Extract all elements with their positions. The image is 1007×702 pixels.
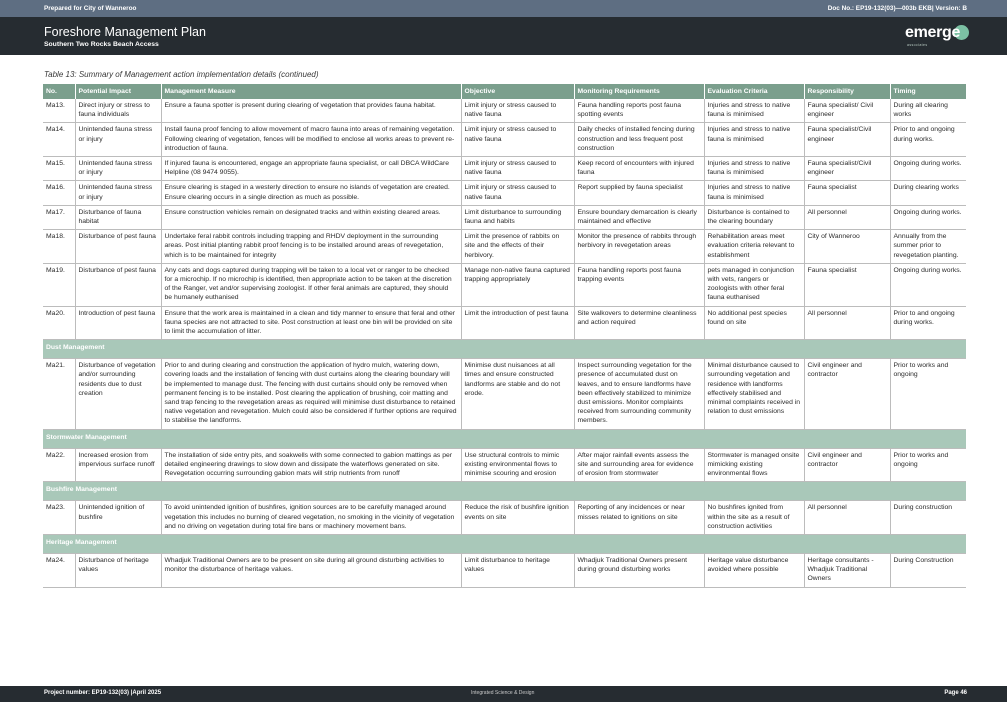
table-cell: Ma13. [43,99,75,123]
column-header: Management Measure [161,84,461,99]
table-cell: pets managed in conjunction with vets, rangers or zoologists with other feral fauna euthanised [704,263,804,306]
section-label: Stormwater Management [43,429,966,448]
table-cell: Unintended ignition of bushfire [75,501,161,535]
table-cell: Disturbance of pest fauna [75,263,161,306]
table-cell: Disturbance of pest fauna [75,230,161,264]
emerge-logo [905,24,967,48]
table-cell: Minimise dust nuisances at all times and ensure constructed landforms are stable and do not erode. [461,359,574,429]
table-cell: Ma17. [43,205,75,229]
table-cell: Unintended fauna stress or injury [75,123,161,157]
table-cell: Install fauna proof fencing to allow movement of macro fauna into areas of remaining vegetation. Following clearing of vegetation, fences will be modified to enclose all works areas to prevent re-introduction of fauna. [161,123,461,157]
document-header [0,17,1007,55]
table-cell: Rehabilitation areas meet evaluation criteria relevant to establishment [704,230,804,264]
table-cell: Prior to and ongoing during works. [890,123,966,157]
table-cell: Limit disturbance to heritage values [461,553,574,587]
table-row [43,359,966,429]
table-cell: Unintended fauna stress or injury [75,157,161,181]
table-caption: Table 13: Summary of Management action implementation details (continued) [44,70,319,79]
table-cell: Disturbance of heritage values [75,553,161,587]
document-top-bar [0,0,1007,17]
table-cell: Limit injury or stress caused to native fauna [461,157,574,181]
table-cell: Daily checks of installed fencing during construction and less frequent post construction [574,123,704,157]
table-cell: Ensure boundary demarcation is clearly maintained and effective [574,205,704,229]
table-cell: Use structural controls to mimic existing environmental flows to minimise scouring and erosion [461,448,574,482]
document-title: Foreshore Management Plan [44,25,206,39]
table-cell: To avoid unintended ignition of bushfires, ignition sources are to be carefully managed around vegetation this includes no burning of cleared vegetation, no smoking in the vicinity of vegetation and no driving on vegetation during total fire bans or machinery movement bans. [161,501,461,535]
table-header-row [43,84,966,99]
table-cell: Limit disturbance to surrounding fauna and habits [461,205,574,229]
table-cell: Ensure a fauna spotter is present during clearing of vegetation that provides fauna habitat. [161,99,461,123]
section-label: Heritage Management [43,534,966,553]
table-row [43,263,966,306]
table-cell: Injuries and stress to native fauna is minimised [704,157,804,181]
table-cell: During clearing works [890,181,966,205]
logo-wordmark: emerge [905,24,961,41]
project-number-label: Project number: EP19-132(03) |April 2025 [44,690,162,696]
table-cell: Ongoing during works. [890,205,966,229]
table-cell: Fauna handling reports post fauna trapping events [574,263,704,306]
document-subtitle: Southern Two Rocks Beach Access [44,41,159,48]
table-cell: Reduce the risk of bushfire ignition events on site [461,501,574,535]
table-row [43,157,966,181]
column-header: Timing [890,84,966,99]
column-header: Monitoring Requirements [574,84,704,99]
table-cell: Injuries and stress to native fauna is minimised [704,181,804,205]
column-header: Responsibility [804,84,890,99]
table-cell: No bushfires ignited from within the site as a result of construction activities [704,501,804,535]
table-body [43,99,966,587]
footer-tagline: Integrated Science & Design [471,690,535,696]
table-cell: Report supplied by fauna specialist [574,181,704,205]
table-cell: During all clearing works [890,99,966,123]
table-cell: Whadjuk Traditional Owners present during ground disturbing works [574,553,704,587]
management-actions-table [43,84,966,588]
table-cell: Site walkovers to determine cleanliness and action required [574,306,704,340]
table-cell: Ma14. [43,123,75,157]
table-cell: Prior to works and ongoing [890,359,966,429]
table-cell: Fauna handling reports post fauna spotting events [574,99,704,123]
table-cell: Prior to and ongoing during works. [890,306,966,340]
table-cell: Unintended fauna stress or injury [75,181,161,205]
table-cell: Prior to works and ongoing [890,448,966,482]
table-cell: The installation of side entry pits, and soakwells with some connected to gabion mattings as per detailed engineering drawings to slow down and dissipate the waterflows generated on site. Revegetation occurring surrounding gabion mats will strip nutrients from runoff [161,448,461,482]
table-cell: Ongoing during works. [890,157,966,181]
table-row [43,99,966,123]
table-row [43,205,966,229]
table-cell: Ma15. [43,157,75,181]
table-cell: During construction [890,501,966,535]
column-header: Evaluation Criteria [704,84,804,99]
table-cell: All personnel [804,205,890,229]
section-label: Bushfire Management [43,482,966,501]
table-row [43,123,966,157]
table-cell: Undertake feral rabbit controls including trapping and RHDV deployment in the surrounding areas. Post initial planting rabbit proof fencing is to be installed around areas of revegetation, which is to be maintained for integrity [161,230,461,264]
table-cell: Increased erosion from impervious surface runoff [75,448,161,482]
table-cell: Civil engineer and contractor [804,359,890,429]
table-cell: All personnel [804,306,890,340]
table-cell: Ma24. [43,553,75,587]
table-cell: Fauna specialist [804,181,890,205]
table-cell: Limit injury or stress caused to native fauna [461,123,574,157]
prepared-for-label: Prepared for City of Wanneroo [44,5,137,12]
table-cell: Any cats and dogs captured during trapping will be taken to a local vet or ranger to be checked for a microchip. If no microchip is identified, then appropriate action to be taken at the discretion of the Ranger, vet and/or supervising zoologist. If other feral animals are captured, they should be humanely euthanised [161,263,461,306]
table-cell: Limit the presence of rabbits on site and the effects of their herbivory. [461,230,574,264]
logo-tagline: associates [907,43,928,47]
table-row [43,448,966,482]
table-cell: Fauna specialist/Civil engineer [804,123,890,157]
table-cell: Injuries and stress to native fauna is minimised [704,123,804,157]
table-cell: Keep record of encounters with injured fauna [574,157,704,181]
table-row [43,553,966,587]
table-cell: Ensure clearing is staged in a westerly direction to ensure no islands of vegetation are created. Ensure clearing occurs in a single direction as much as possible. [161,181,461,205]
table-cell: Injuries and stress to native fauna is minimised [704,99,804,123]
table-cell: Heritage consultants - Whadjuk Traditional Owners [804,553,890,587]
table-cell: Ma21. [43,359,75,429]
table-cell: Prior to and during clearing and construction the application of hydro mulch, watering down, covering loads and the installation of fencing with dust curtains along the clearing boundary will be implemented to manage dust. The fencing with dust curtains should only be removed when permanent fencing is to be installed. Post clearing the application of brushing, coir matting and sand trap fencing to the revegetation areas as required will minimise dust disturbance to retained native vegetation and revegetation. Mulch could also be considered if further options are required to stabilise the landforms. [161,359,461,429]
table-cell: Limit injury or stress caused to native fauna [461,181,574,205]
table-cell: Disturbance is contained to the clearing boundary [704,205,804,229]
document-footer [0,686,1007,702]
table-cell: During Construction [890,553,966,587]
table-cell: Introduction of pest fauna [75,306,161,340]
section-row [43,534,966,553]
doc-number-label: Doc No.: EP19-132(03)—003b EKB| Version: B [827,5,967,12]
table-cell: Civil engineer and contractor [804,448,890,482]
table-cell: Fauna specialist [804,263,890,306]
table-row [43,306,966,340]
table-cell: Ongoing during works. [890,263,966,306]
table-cell: All personnel [804,501,890,535]
section-row [43,340,966,359]
table-cell: Monitor the presence of rabbits through herbivory in revegetation areas [574,230,704,264]
table-row [43,181,966,205]
table-cell: Minimal disturbance caused to surrounding vegetation and residence with landforms effectively stabilised and minimal complaints received in relation to dust emissions [704,359,804,429]
table-row [43,501,966,535]
table-cell: Limit the introduction of pest fauna [461,306,574,340]
table-cell: Ensure that the work area is maintained in a clean and tidy manner to ensure that feral and other fauna species are not attracted to site. Post construction at least one bin will be provided on site to limit the accumulation of litter. [161,306,461,340]
column-header: Potential Impact [75,84,161,99]
table-cell: Whadjuk Traditional Owners are to be present on site during all ground disturbing activities to monitor the disturbance of heritage values. [161,553,461,587]
table-cell: Ma20. [43,306,75,340]
table-cell: Limit injury or stress caused to native fauna [461,99,574,123]
table-cell: City of Wanneroo [804,230,890,264]
section-label: Dust Management [43,340,966,359]
table-cell: Stormwater is managed onsite mimicking existing environmental flows [704,448,804,482]
table-cell: Heritage value disturbance avoided where possible [704,553,804,587]
table-cell: No additional pest species found on site [704,306,804,340]
table-cell: Fauna specialist/ Civil engineer [804,99,890,123]
table-cell: Ma19. [43,263,75,306]
table-cell: Annually from the summer prior to revegetation planting. [890,230,966,264]
table-cell: Disturbance of fauna habitat [75,205,161,229]
page-number: Page 46 [944,690,967,696]
table-cell: Ma23. [43,501,75,535]
table-cell: Reporting of any incidences or near misses related to ignitions on site [574,501,704,535]
column-header: No. [43,84,75,99]
table-cell: After major rainfall events assess the site and surrounding area for evidence of erosion from stormwater [574,448,704,482]
section-row [43,429,966,448]
column-header: Objective [461,84,574,99]
table-cell: Ma22. [43,448,75,482]
table-cell: Ma18. [43,230,75,264]
table-cell: If injured fauna is encountered, engage an appropriate fauna specialist, or call DBCA WildCare Helpline (08 9474 9055). [161,157,461,181]
table-cell: Inspect surrounding vegetation for the presence of accumulated dust on leaves, and to ensure landforms have been effectively stabilized to minimize dust emissions. Monitor complaints received from surrounding community members. [574,359,704,429]
table-cell: Direct injury or stress to fauna individuals [75,99,161,123]
table-cell: Ensure construction vehicles remain on designated tracks and within existing cleared areas. [161,205,461,229]
table-cell: Fauna specialist/Civil engineer [804,157,890,181]
section-row [43,482,966,501]
table-cell: Ma16. [43,181,75,205]
table-cell: Disturbance of vegetation and/or surrounding residents due to dust creation [75,359,161,429]
table-cell: Manage non-native fauna captured trapping appropriately [461,263,574,306]
table-row [43,230,966,264]
